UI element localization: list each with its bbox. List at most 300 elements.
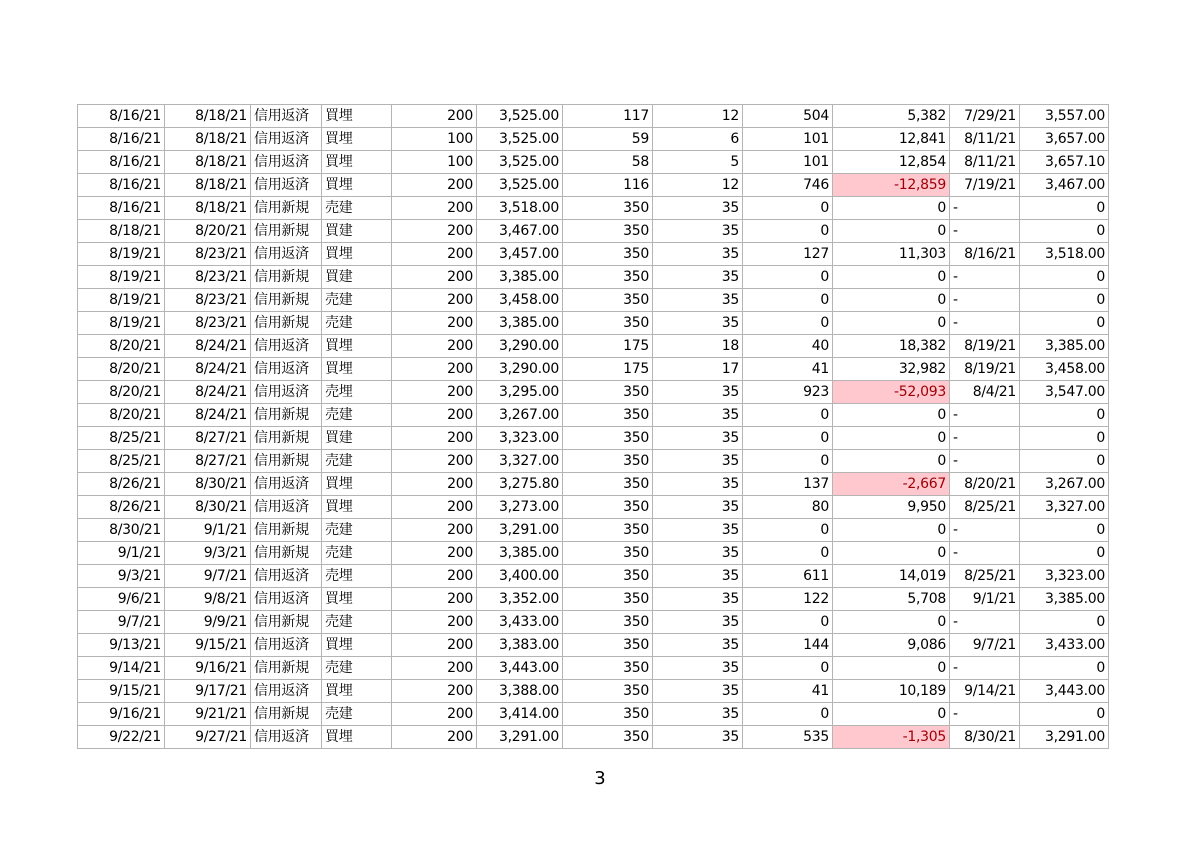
open-price-cell: 3,327.00 bbox=[1020, 496, 1109, 519]
fee-cell: 350 bbox=[563, 496, 653, 519]
quantity-cell: 200 bbox=[392, 197, 477, 220]
side-cell: 売建 bbox=[322, 519, 392, 542]
tax-cell: 6 bbox=[653, 128, 743, 151]
quantity-cell: 200 bbox=[392, 358, 477, 381]
open-price-cell: 3,657.00 bbox=[1020, 128, 1109, 151]
side-cell: 売建 bbox=[322, 542, 392, 565]
trade-type-cell: 信用新規 bbox=[251, 427, 322, 450]
settle-date-cell: 8/18/21 bbox=[165, 105, 251, 128]
interest-cell: 611 bbox=[743, 565, 833, 588]
open-price-cell: 3,443.00 bbox=[1020, 680, 1109, 703]
interest-cell: 101 bbox=[743, 151, 833, 174]
trade-date-cell: 9/3/21 bbox=[78, 565, 165, 588]
trade-type-cell: 信用返済 bbox=[251, 726, 322, 749]
open-date-cell: - bbox=[950, 427, 1020, 450]
open-price-cell: 0 bbox=[1020, 519, 1109, 542]
interest-cell: 144 bbox=[743, 634, 833, 657]
interest-cell: 0 bbox=[743, 427, 833, 450]
interest-cell: 0 bbox=[743, 220, 833, 243]
quantity-cell: 100 bbox=[392, 128, 477, 151]
open-date-cell: 8/16/21 bbox=[950, 243, 1020, 266]
settle-date-cell: 8/24/21 bbox=[165, 335, 251, 358]
settle-date-cell: 8/20/21 bbox=[165, 220, 251, 243]
fee-cell: 350 bbox=[563, 266, 653, 289]
settle-date-cell: 8/23/21 bbox=[165, 266, 251, 289]
profit-loss-cell: -12,859 bbox=[833, 174, 950, 197]
fee-cell: 350 bbox=[563, 243, 653, 266]
profit-loss-cell: -52,093 bbox=[833, 381, 950, 404]
profit-loss-cell: 0 bbox=[833, 266, 950, 289]
trade-date-cell: 8/25/21 bbox=[78, 450, 165, 473]
tax-cell: 35 bbox=[653, 588, 743, 611]
open-date-cell: 8/19/21 bbox=[950, 335, 1020, 358]
open-date-cell: 8/30/21 bbox=[950, 726, 1020, 749]
table-row bbox=[78, 105, 1109, 128]
settle-date-cell: 8/27/21 bbox=[165, 450, 251, 473]
side-cell: 売埋 bbox=[322, 565, 392, 588]
trade-date-cell: 8/18/21 bbox=[78, 220, 165, 243]
table-row bbox=[78, 197, 1109, 220]
profit-loss-cell: 0 bbox=[833, 404, 950, 427]
profit-loss-cell: 0 bbox=[833, 289, 950, 312]
quantity-cell: 200 bbox=[392, 496, 477, 519]
fee-cell: 350 bbox=[563, 657, 653, 680]
quantity-cell: 200 bbox=[392, 634, 477, 657]
table-row bbox=[78, 565, 1109, 588]
table-row bbox=[78, 404, 1109, 427]
trade-type-cell: 信用返済 bbox=[251, 496, 322, 519]
open-date-cell: 9/7/21 bbox=[950, 634, 1020, 657]
side-cell: 売建 bbox=[322, 657, 392, 680]
quantity-cell: 200 bbox=[392, 473, 477, 496]
price-cell: 3,467.00 bbox=[477, 220, 563, 243]
trade-type-cell: 信用返済 bbox=[251, 128, 322, 151]
interest-cell: 41 bbox=[743, 680, 833, 703]
price-cell: 3,385.00 bbox=[477, 542, 563, 565]
trade-type-cell: 信用返済 bbox=[251, 335, 322, 358]
price-cell: 3,267.00 bbox=[477, 404, 563, 427]
fee-cell: 350 bbox=[563, 197, 653, 220]
tax-cell: 35 bbox=[653, 703, 743, 726]
open-price-cell: 3,518.00 bbox=[1020, 243, 1109, 266]
trade-type-cell: 信用返済 bbox=[251, 381, 322, 404]
open-price-cell: 0 bbox=[1020, 427, 1109, 450]
fee-cell: 350 bbox=[563, 726, 653, 749]
interest-cell: 41 bbox=[743, 358, 833, 381]
settle-date-cell: 9/16/21 bbox=[165, 657, 251, 680]
table-row bbox=[78, 220, 1109, 243]
tax-cell: 35 bbox=[653, 404, 743, 427]
quantity-cell: 200 bbox=[392, 726, 477, 749]
price-cell: 3,385.00 bbox=[477, 312, 563, 335]
open-date-cell: - bbox=[950, 611, 1020, 634]
side-cell: 買埋 bbox=[322, 588, 392, 611]
open-date-cell: - bbox=[950, 220, 1020, 243]
trade-date-cell: 8/20/21 bbox=[78, 404, 165, 427]
side-cell: 売埋 bbox=[322, 381, 392, 404]
table-row bbox=[78, 611, 1109, 634]
settle-date-cell: 8/24/21 bbox=[165, 381, 251, 404]
profit-loss-cell: 12,854 bbox=[833, 151, 950, 174]
trade-type-cell: 信用返済 bbox=[251, 105, 322, 128]
fee-cell: 350 bbox=[563, 565, 653, 588]
price-cell: 3,327.00 bbox=[477, 450, 563, 473]
price-cell: 3,383.00 bbox=[477, 634, 563, 657]
quantity-cell: 200 bbox=[392, 220, 477, 243]
quantity-cell: 200 bbox=[392, 680, 477, 703]
profit-loss-cell: 5,382 bbox=[833, 105, 950, 128]
trade-type-cell: 信用新規 bbox=[251, 542, 322, 565]
quantity-cell: 200 bbox=[392, 312, 477, 335]
tax-cell: 35 bbox=[653, 312, 743, 335]
settle-date-cell: 8/27/21 bbox=[165, 427, 251, 450]
side-cell: 売建 bbox=[322, 197, 392, 220]
side-cell: 買埋 bbox=[322, 680, 392, 703]
open-date-cell: - bbox=[950, 404, 1020, 427]
interest-cell: 0 bbox=[743, 611, 833, 634]
price-cell: 3,323.00 bbox=[477, 427, 563, 450]
open-price-cell: 3,657.10 bbox=[1020, 151, 1109, 174]
interest-cell: 0 bbox=[743, 266, 833, 289]
price-cell: 3,352.00 bbox=[477, 588, 563, 611]
tax-cell: 35 bbox=[653, 243, 743, 266]
interest-cell: 0 bbox=[743, 542, 833, 565]
open-date-cell: 7/19/21 bbox=[950, 174, 1020, 197]
table-row bbox=[78, 151, 1109, 174]
interest-cell: 0 bbox=[743, 703, 833, 726]
open-price-cell: 0 bbox=[1020, 197, 1109, 220]
tax-cell: 35 bbox=[653, 611, 743, 634]
fee-cell: 350 bbox=[563, 381, 653, 404]
trade-date-cell: 9/14/21 bbox=[78, 657, 165, 680]
table-row bbox=[78, 381, 1109, 404]
table-row bbox=[78, 634, 1109, 657]
fee-cell: 350 bbox=[563, 703, 653, 726]
interest-cell: 122 bbox=[743, 588, 833, 611]
fee-cell: 116 bbox=[563, 174, 653, 197]
fee-cell: 175 bbox=[563, 335, 653, 358]
trade-date-cell: 8/16/21 bbox=[78, 105, 165, 128]
trade-type-cell: 信用新規 bbox=[251, 404, 322, 427]
trade-date-cell: 9/16/21 bbox=[78, 703, 165, 726]
trade-date-cell: 9/1/21 bbox=[78, 542, 165, 565]
open-date-cell: - bbox=[950, 289, 1020, 312]
quantity-cell: 200 bbox=[392, 542, 477, 565]
open-price-cell: 0 bbox=[1020, 542, 1109, 565]
tax-cell: 35 bbox=[653, 427, 743, 450]
trade-type-cell: 信用返済 bbox=[251, 634, 322, 657]
settle-date-cell: 8/30/21 bbox=[165, 473, 251, 496]
trade-date-cell: 8/19/21 bbox=[78, 243, 165, 266]
price-cell: 3,291.00 bbox=[477, 726, 563, 749]
trade-type-cell: 信用返済 bbox=[251, 588, 322, 611]
side-cell: 売建 bbox=[322, 312, 392, 335]
settle-date-cell: 8/18/21 bbox=[165, 128, 251, 151]
side-cell: 買埋 bbox=[322, 726, 392, 749]
profit-loss-cell: 0 bbox=[833, 312, 950, 335]
open-date-cell: - bbox=[950, 450, 1020, 473]
quantity-cell: 200 bbox=[392, 611, 477, 634]
interest-cell: 127 bbox=[743, 243, 833, 266]
trade-type-cell: 信用新規 bbox=[251, 611, 322, 634]
interest-cell: 80 bbox=[743, 496, 833, 519]
tax-cell: 35 bbox=[653, 726, 743, 749]
open-date-cell: 9/1/21 bbox=[950, 588, 1020, 611]
price-cell: 3,275.80 bbox=[477, 473, 563, 496]
open-price-cell: 0 bbox=[1020, 266, 1109, 289]
interest-cell: 0 bbox=[743, 312, 833, 335]
open-date-cell: - bbox=[950, 657, 1020, 680]
table-row bbox=[78, 427, 1109, 450]
settle-date-cell: 8/23/21 bbox=[165, 312, 251, 335]
interest-cell: 535 bbox=[743, 726, 833, 749]
interest-cell: 40 bbox=[743, 335, 833, 358]
profit-loss-cell: 0 bbox=[833, 519, 950, 542]
side-cell: 買建 bbox=[322, 220, 392, 243]
trade-date-cell: 8/20/21 bbox=[78, 358, 165, 381]
trade-type-cell: 信用新規 bbox=[251, 197, 322, 220]
tax-cell: 35 bbox=[653, 450, 743, 473]
table-row bbox=[78, 657, 1109, 680]
fee-cell: 350 bbox=[563, 634, 653, 657]
side-cell: 買埋 bbox=[322, 151, 392, 174]
quantity-cell: 200 bbox=[392, 565, 477, 588]
table-row bbox=[78, 312, 1109, 335]
settle-date-cell: 9/3/21 bbox=[165, 542, 251, 565]
interest-cell: 0 bbox=[743, 450, 833, 473]
trade-date-cell: 9/7/21 bbox=[78, 611, 165, 634]
profit-loss-cell: 9,950 bbox=[833, 496, 950, 519]
profit-loss-cell: 0 bbox=[833, 197, 950, 220]
tax-cell: 35 bbox=[653, 381, 743, 404]
settle-date-cell: 8/18/21 bbox=[165, 174, 251, 197]
tax-cell: 5 bbox=[653, 151, 743, 174]
settle-date-cell: 9/27/21 bbox=[165, 726, 251, 749]
table-row bbox=[78, 450, 1109, 473]
trade-type-cell: 信用返済 bbox=[251, 680, 322, 703]
quantity-cell: 200 bbox=[392, 266, 477, 289]
open-price-cell: 3,557.00 bbox=[1020, 105, 1109, 128]
profit-loss-cell: 12,841 bbox=[833, 128, 950, 151]
quantity-cell: 200 bbox=[392, 289, 477, 312]
trade-date-cell: 9/22/21 bbox=[78, 726, 165, 749]
side-cell: 売建 bbox=[322, 703, 392, 726]
tax-cell: 17 bbox=[653, 358, 743, 381]
price-cell: 3,273.00 bbox=[477, 496, 563, 519]
trade-date-cell: 8/19/21 bbox=[78, 266, 165, 289]
tax-cell: 18 bbox=[653, 335, 743, 358]
interest-cell: 746 bbox=[743, 174, 833, 197]
table-row bbox=[78, 473, 1109, 496]
price-cell: 3,457.00 bbox=[477, 243, 563, 266]
tax-cell: 35 bbox=[653, 496, 743, 519]
profit-loss-cell: -2,667 bbox=[833, 473, 950, 496]
price-cell: 3,518.00 bbox=[477, 197, 563, 220]
trade-date-cell: 9/6/21 bbox=[78, 588, 165, 611]
trade-type-cell: 信用返済 bbox=[251, 565, 322, 588]
trade-date-cell: 8/19/21 bbox=[78, 312, 165, 335]
trade-date-cell: 9/15/21 bbox=[78, 680, 165, 703]
side-cell: 買建 bbox=[322, 427, 392, 450]
trade-type-cell: 信用返済 bbox=[251, 174, 322, 197]
open-price-cell: 3,547.00 bbox=[1020, 381, 1109, 404]
open-price-cell: 0 bbox=[1020, 312, 1109, 335]
fee-cell: 350 bbox=[563, 427, 653, 450]
quantity-cell: 200 bbox=[392, 243, 477, 266]
trade-date-cell: 8/20/21 bbox=[78, 335, 165, 358]
table-row bbox=[78, 519, 1109, 542]
settle-date-cell: 8/30/21 bbox=[165, 496, 251, 519]
price-cell: 3,290.00 bbox=[477, 335, 563, 358]
side-cell: 買埋 bbox=[322, 174, 392, 197]
profit-loss-cell: 32,982 bbox=[833, 358, 950, 381]
settle-date-cell: 9/9/21 bbox=[165, 611, 251, 634]
trade-type-cell: 信用新規 bbox=[251, 220, 322, 243]
trade-table-body bbox=[78, 105, 1109, 749]
open-date-cell: 9/14/21 bbox=[950, 680, 1020, 703]
price-cell: 3,295.00 bbox=[477, 381, 563, 404]
trade-date-cell: 8/19/21 bbox=[78, 289, 165, 312]
side-cell: 買埋 bbox=[322, 358, 392, 381]
open-price-cell: 0 bbox=[1020, 450, 1109, 473]
trade-date-cell: 8/20/21 bbox=[78, 381, 165, 404]
table-row bbox=[78, 128, 1109, 151]
settle-date-cell: 9/17/21 bbox=[165, 680, 251, 703]
open-price-cell: 3,385.00 bbox=[1020, 335, 1109, 358]
table-row bbox=[78, 243, 1109, 266]
table-row bbox=[78, 266, 1109, 289]
price-cell: 3,388.00 bbox=[477, 680, 563, 703]
table-row bbox=[78, 496, 1109, 519]
fee-cell: 350 bbox=[563, 680, 653, 703]
open-price-cell: 3,467.00 bbox=[1020, 174, 1109, 197]
side-cell: 買埋 bbox=[322, 128, 392, 151]
interest-cell: 0 bbox=[743, 404, 833, 427]
quantity-cell: 200 bbox=[392, 335, 477, 358]
table-row bbox=[78, 542, 1109, 565]
price-cell: 3,525.00 bbox=[477, 128, 563, 151]
fee-cell: 117 bbox=[563, 105, 653, 128]
price-cell: 3,458.00 bbox=[477, 289, 563, 312]
trade-type-cell: 信用返済 bbox=[251, 358, 322, 381]
side-cell: 売建 bbox=[322, 404, 392, 427]
open-date-cell: 8/11/21 bbox=[950, 151, 1020, 174]
quantity-cell: 200 bbox=[392, 657, 477, 680]
table-row bbox=[78, 726, 1109, 749]
profit-loss-cell: 0 bbox=[833, 220, 950, 243]
trade-type-cell: 信用新規 bbox=[251, 266, 322, 289]
fee-cell: 350 bbox=[563, 220, 653, 243]
quantity-cell: 200 bbox=[392, 404, 477, 427]
tax-cell: 35 bbox=[653, 289, 743, 312]
open-price-cell: 3,385.00 bbox=[1020, 588, 1109, 611]
quantity-cell: 200 bbox=[392, 588, 477, 611]
trade-date-cell: 8/16/21 bbox=[78, 151, 165, 174]
fee-cell: 350 bbox=[563, 542, 653, 565]
price-cell: 3,443.00 bbox=[477, 657, 563, 680]
trade-date-cell: 8/16/21 bbox=[78, 128, 165, 151]
quantity-cell: 200 bbox=[392, 174, 477, 197]
settle-date-cell: 9/21/21 bbox=[165, 703, 251, 726]
trade-table bbox=[77, 104, 1109, 749]
open-date-cell: - bbox=[950, 703, 1020, 726]
open-date-cell: 8/25/21 bbox=[950, 496, 1020, 519]
trade-date-cell: 8/16/21 bbox=[78, 174, 165, 197]
open-date-cell: 7/29/21 bbox=[950, 105, 1020, 128]
tax-cell: 35 bbox=[653, 519, 743, 542]
open-price-cell: 0 bbox=[1020, 611, 1109, 634]
side-cell: 売建 bbox=[322, 289, 392, 312]
settle-date-cell: 9/8/21 bbox=[165, 588, 251, 611]
profit-loss-cell: 11,303 bbox=[833, 243, 950, 266]
open-date-cell: - bbox=[950, 519, 1020, 542]
profit-loss-cell: 5,708 bbox=[833, 588, 950, 611]
open-price-cell: 0 bbox=[1020, 657, 1109, 680]
open-date-cell: 8/20/21 bbox=[950, 473, 1020, 496]
tax-cell: 35 bbox=[653, 565, 743, 588]
interest-cell: 0 bbox=[743, 197, 833, 220]
interest-cell: 0 bbox=[743, 519, 833, 542]
table-row bbox=[78, 358, 1109, 381]
table-row bbox=[78, 588, 1109, 611]
interest-cell: 0 bbox=[743, 289, 833, 312]
fee-cell: 175 bbox=[563, 358, 653, 381]
price-cell: 3,385.00 bbox=[477, 266, 563, 289]
open-date-cell: 8/25/21 bbox=[950, 565, 1020, 588]
page-number: 3 bbox=[594, 768, 606, 789]
open-price-cell: 0 bbox=[1020, 220, 1109, 243]
trade-type-cell: 信用返済 bbox=[251, 151, 322, 174]
price-cell: 3,400.00 bbox=[477, 565, 563, 588]
interest-cell: 923 bbox=[743, 381, 833, 404]
fee-cell: 350 bbox=[563, 450, 653, 473]
open-price-cell: 3,433.00 bbox=[1020, 634, 1109, 657]
open-price-cell: 0 bbox=[1020, 404, 1109, 427]
price-cell: 3,290.00 bbox=[477, 358, 563, 381]
table-row bbox=[78, 335, 1109, 358]
tax-cell: 12 bbox=[653, 105, 743, 128]
tax-cell: 35 bbox=[653, 197, 743, 220]
trade-type-cell: 信用新規 bbox=[251, 657, 322, 680]
table-row bbox=[78, 289, 1109, 312]
open-date-cell: - bbox=[950, 197, 1020, 220]
side-cell: 買埋 bbox=[322, 634, 392, 657]
quantity-cell: 100 bbox=[392, 151, 477, 174]
interest-cell: 101 bbox=[743, 128, 833, 151]
open-price-cell: 3,291.00 bbox=[1020, 726, 1109, 749]
quantity-cell: 200 bbox=[392, 519, 477, 542]
quantity-cell: 200 bbox=[392, 381, 477, 404]
trade-type-cell: 信用新規 bbox=[251, 519, 322, 542]
fee-cell: 58 bbox=[563, 151, 653, 174]
trade-type-cell: 信用新規 bbox=[251, 703, 322, 726]
fee-cell: 350 bbox=[563, 473, 653, 496]
settle-date-cell: 9/7/21 bbox=[165, 565, 251, 588]
settle-date-cell: 9/1/21 bbox=[165, 519, 251, 542]
interest-cell: 0 bbox=[743, 657, 833, 680]
quantity-cell: 200 bbox=[392, 450, 477, 473]
table-row bbox=[78, 174, 1109, 197]
tax-cell: 35 bbox=[653, 473, 743, 496]
profit-loss-cell: 0 bbox=[833, 450, 950, 473]
interest-cell: 137 bbox=[743, 473, 833, 496]
profit-loss-cell: 0 bbox=[833, 657, 950, 680]
price-cell: 3,525.00 bbox=[477, 105, 563, 128]
tax-cell: 35 bbox=[653, 542, 743, 565]
trade-type-cell: 信用返済 bbox=[251, 243, 322, 266]
side-cell: 買埋 bbox=[322, 243, 392, 266]
profit-loss-cell: 0 bbox=[833, 427, 950, 450]
